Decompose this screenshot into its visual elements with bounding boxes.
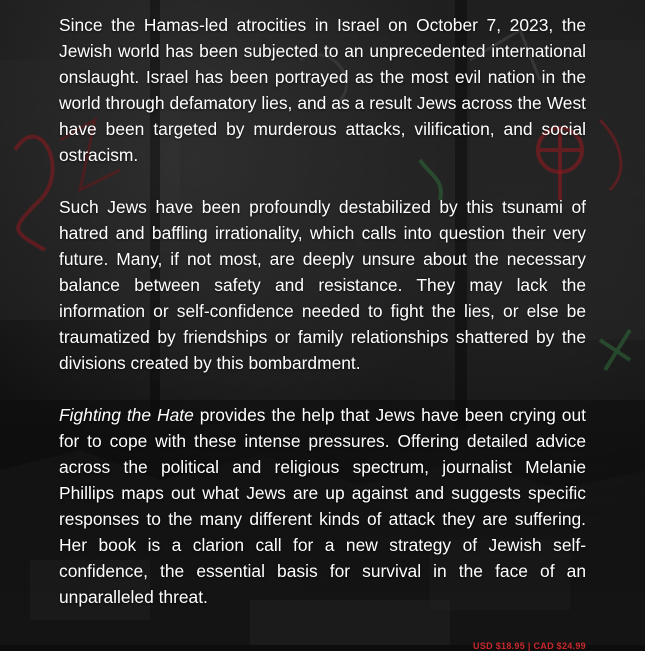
- paragraph-intro: Since the Hamas-led atrocities in Israel on October 7, 2023, the Jewish world has been subjected to an unprecedented international onslaught. Israel has been portrayed as the most evil nation in the world through defamatory lies, and as a result Jews across the West have been targeted by murderous attacks, vilification, and social ostracism.: [59, 15, 586, 165]
- paragraph-summary-body: provides the help that Jews have been crying out for to cope with these intense pressures. Offering detailed advice across the political and religious spectrum, journalist Melanie Phillips maps out what Jews are up against and suggests specific responses to the many different kinds of attack they are suffering. Her book is a clarion call for a new strategy of Jewish self-confidence, the essential basis for survival in the face of an unparalleled threat.: [59, 405, 586, 607]
- paragraph-impact: Such Jews have been profoundly destabilized by this tsunami of hatred and baffling irrationality, which calls into question their very future. Many, if not most, are deeply unsure about the necessary balance between safety and resistance. They may lack the information or self-confidence needed to fight the lies, or else be traumatized by friendships or family relationships shattered by the divisions created by this bombardment.: [59, 197, 586, 373]
- blurb-text: [59, 12, 586, 610]
- paragraph-summary: [59, 402, 586, 610]
- price-label: USD $18.95 | CAD $24.99: [473, 641, 586, 651]
- book-title: Fighting the Hate: [59, 405, 194, 425]
